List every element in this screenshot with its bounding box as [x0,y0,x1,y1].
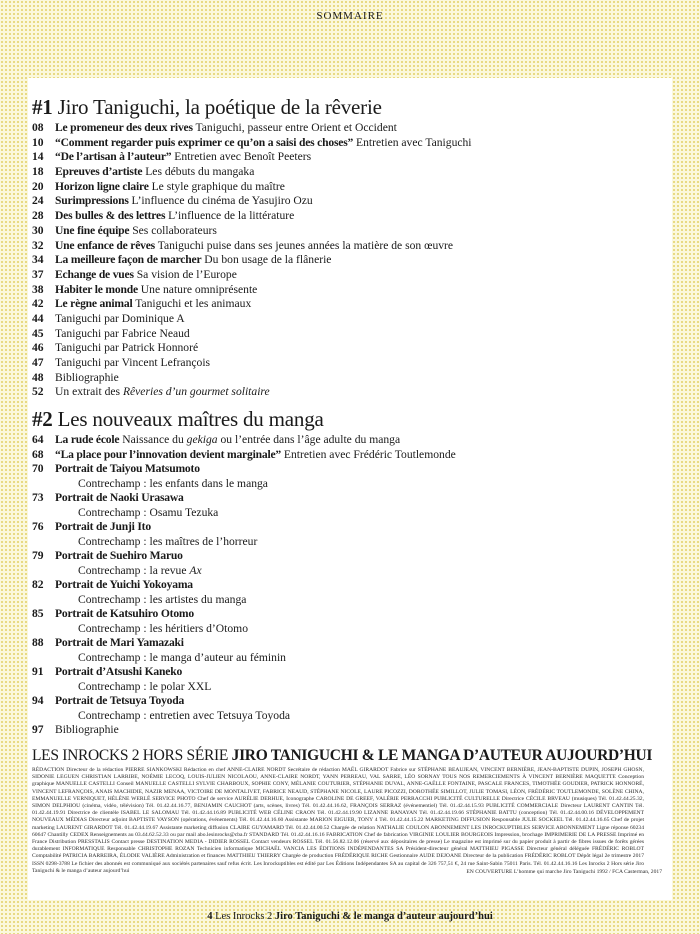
toc-page-number: 32 [32,238,44,252]
toc-entry [32,209,632,224]
toc-entry-text [55,297,632,312]
toc-entry [32,448,632,463]
toc-entry [32,268,632,283]
toc-entry-text [55,448,632,463]
toc-page-number: 64 [32,433,44,446]
toc-entry [32,371,632,386]
toc-entry-desc: Ses collaborateurs [129,223,217,237]
toc-entry-text [55,327,632,342]
toc-entry-text [55,239,632,254]
toc-entry-bold: Portrait de Yuichi Yokoyama [55,578,193,591]
toc-entry-desc: Les débuts du mangaka [142,165,255,179]
toc-entry-desc: Contrechamp : le polar XXL [78,679,212,693]
toc-page-number: 68 [32,447,44,461]
toc-entry-desc: Contrechamp : les artistes du manga [78,592,247,606]
toc-page-number: 48 [32,370,44,384]
toc-entry-desc: Taniguchi par Dominique A [55,311,185,325]
toc-entry-desc: Contrechamp : Osamu Tezuka [78,505,219,519]
toc-page-number: 37 [32,267,44,281]
toc-entry-bold: Des bulles & des lettres [55,209,166,223]
toc-entry-bold: Portrait de Tetsuya Toyoda [55,694,185,707]
toc-entry-text [55,121,632,136]
toc-entry-bold: Echange de vues [55,267,134,281]
toc-entry [32,462,632,477]
toc-entry-desc: Une nature omniprésente [137,282,258,296]
footer-page-number: 4 [207,911,213,922]
toc-entry [32,651,632,666]
toc-entry-desc: Bibliographie [55,370,119,384]
toc-entry-bold: Le règne animal [55,297,133,311]
toc-entry [32,680,632,695]
toc-entry-text [55,150,632,165]
toc-page-number: 08 [32,121,44,134]
toc-entry [32,607,632,622]
toc-entry-desc: Contrechamp : les enfants dans le manga [78,476,268,490]
toc-entry-text [55,312,632,327]
toc-page-number: 46 [32,341,44,355]
toc-entry-bold: Horizon ligne claire [55,179,149,193]
toc-entry-text [55,209,632,224]
toc-entry-text [55,535,632,550]
toc-entry-desc: Entretien avec Frédéric Toutlemonde [281,447,456,461]
toc-page-number: 30 [32,223,44,237]
toc-entry-desc: Taniguchi et les animaux [132,297,252,311]
toc-page-number: 88 [32,636,44,649]
toc-entry-bold: Surimpressions [55,194,129,208]
toc-entry-bold: Epreuves d’artiste [55,165,143,179]
toc-page-number [32,535,55,550]
toc-entry-desc: Un extrait des [55,385,123,399]
toc-entry [32,327,632,342]
toc-entry [32,564,632,579]
toc-entry [32,239,632,254]
toc-entry [32,150,632,165]
toc-entry [32,136,632,151]
toc-entry-text [55,194,632,209]
toc-entry-text [55,224,632,239]
toc-entry-text [55,622,632,637]
toc-entry-desc: Sa vision de l’Europe [133,267,237,281]
toc-entry-bold: Portrait de Katsuhiro Otomo [55,607,194,620]
toc-entry-italic: Ax [189,563,202,577]
toc-page-number [32,506,55,521]
toc-entry-text [55,694,632,709]
toc-entry-text [55,165,632,180]
toc-page-number: 91 [32,665,44,678]
toc-page-number: 73 [32,491,44,504]
toc-entry-desc: Contrechamp : la revue [78,563,190,577]
toc-entry [32,194,632,209]
toc-entry [32,636,632,651]
toc-page-number [32,564,55,579]
toc-page-number [32,593,55,608]
toc-entry-bold: “La place pour l’innovation devient marginale” [55,447,282,461]
section-2-number: #2 [32,407,53,431]
toc-entry-italic: gekiga [186,433,218,446]
toc-entry-bold: Portrait de Naoki Urasawa [55,491,184,504]
toc-entry-desc: Contrechamp : les maîtres de l’horreur [78,534,258,548]
toc-entry-desc: Taniguchi par Fabrice Neaud [55,326,190,340]
toc-entry-italic: Rêveries d’un gourmet solitaire [122,385,270,399]
toc-entry-bold: Portrait de Mari Yamazaki [55,636,184,649]
toc-entry-bold: Portrait d’Atsushi Kaneko [55,665,183,678]
toc-entry-text [55,268,632,283]
toc-entry [32,356,632,371]
toc-page-number: 82 [32,578,44,591]
toc-entry [32,694,632,709]
toc-entry-bold: La rude école [55,433,120,446]
toc-page-number: 10 [32,135,44,149]
toc-entry-text [55,283,632,298]
toc-entry [32,341,632,356]
toc-entry-bold: “Comment regarder puis exprimer ce qu’on a saisi des choses” [55,135,354,149]
page-header-label: SOMMAIRE [316,10,384,22]
credits-title [32,747,652,765]
toc-page-number: 18 [32,165,44,179]
toc-page-number: 44 [32,311,44,325]
toc-entry [32,578,632,593]
toc-entry-text [55,549,632,564]
toc-entry-desc: Contrechamp : les héritiers d’Otomo [78,621,249,635]
toc-entry-text [55,680,632,695]
toc-entry-bold: Habiter le monde [55,282,138,296]
toc-page-number: 97 [32,723,44,736]
credits-title-bold: JIRO TANIGUCHI & LE MANGA D’AUTEUR AUJOURD’HUI [231,747,653,764]
toc-entry-text [55,462,632,477]
toc-entry [32,723,632,738]
toc-page-number: 42 [32,297,44,311]
toc-entry-text [55,651,632,666]
toc-entry-desc: Naissance du [119,433,187,446]
toc-entry-text [55,593,632,608]
toc-entry [32,506,632,521]
toc-entry-text [55,477,632,492]
toc-entry-desc: Entretien avec Benoît Peeters [171,150,312,164]
toc-page-number: 85 [32,607,44,620]
toc-page-number: 76 [32,520,44,533]
toc-entry-text [55,578,632,593]
toc-entry-text [55,723,632,738]
toc-entry [32,665,632,680]
toc-entry [32,283,632,298]
toc-entry-desc-after: ou l’entrée dans l’âge adulte du manga [217,433,401,446]
toc-entry-text [55,253,632,268]
toc-page-number [32,477,55,492]
toc-entry [32,433,632,448]
toc-page-number: 70 [32,462,44,475]
toc-page-number: 38 [32,282,44,296]
cover-credit: EN COUVERTURE L’homme qui marche Jiro Taniguchi 1992 / FCA Casterman, 2017 [466,869,662,875]
toc-entry [32,165,632,180]
toc-entry-text [55,341,632,356]
toc-entry-desc: Bibliographie [55,723,119,736]
toc-entry [32,709,632,724]
toc-entry [32,224,632,239]
toc-page-number: 14 [32,150,44,164]
toc-entry-text [55,607,632,622]
toc-entry-text [55,506,632,521]
toc-entry-text [55,385,632,400]
footer-publication: Les Inrocks 2 [212,911,275,922]
toc-page-number: 94 [32,694,44,707]
toc-entry [32,385,632,400]
toc-entry [32,549,632,564]
toc-entry-text [55,564,632,579]
section-2-title [32,407,324,432]
toc-entry-desc: Taniguchi par Vincent Lefrançois [55,356,211,369]
toc-entry-desc: L’influence du cinéma de Yasujiro Ozu [128,194,313,208]
toc-entry-bold: Une fine équipe [55,223,130,237]
toc-entry-desc: Entretien avec Taniguchi [353,135,472,149]
footer-title: Jiro Taniguchi & le manga d’auteur aujourd’hui [274,911,493,922]
toc-entry-bold: La meilleure façon de marcher [55,253,202,267]
credits-title-plain: LES INROCKS 2 HORS SÉRIE [32,747,232,764]
toc-entry [32,180,632,195]
toc-entry-text [55,180,632,195]
credits-body: RÉDACTION Directeur de la rédaction PIERRE SIANKOWSKI Rédaction en chef ANNE-CLAIRE NORDT Secrétaire de rédaction MAËL GIRARDOT Fabrice sur STÉPHANE BEAUJEAN, VINCENT BERNIÈRE, JEAN-BAPTISTE DUPIN, JOSEPH GHOSN, SIDONIE LEGUEN CHRISTIAN LARRIBE, NOÉMIE LECOQ, LOUIS-JULIEN NICOLAOU, ANNE-CLAIRE NORDT, YANN PERREAU, VAL SARRE, LÉO SORNAY TOUS NOS REMERCIEMENTS À VINCENT BERNIÈRE MAQUETTE Conception graphique MANUELLE CASTELLI Conseil MANUELLE CASTELLI SYLVIE CHARBOUX, SOPHIE CONY, MÉLANIE COUTURIER, STÉPHANIE DUVAL, ANNE-GAËLLE FONTAINE, PASCALE FRANCES, TIMOTHÉE GOUDIER, PATRICK HONNORÉ, VINCENT LEFRANÇOIS, ANAIS MACHIDIE, NAZIR MENAA, VICTOIRE DE MONTALIVET, FABRICE NEAUD, STÉPHANE NICOLE, LAURE PICOZZI, DOROTHÉE SIMILLOT, JULIE TOMASI, LÉON, FRÉDÉRIC TOUTLEMONDE, SOLÈNE CHINA, EMMANUELLE VERNIQUET, HÉLÈNE WERLÉ SERVICE PHOTO Chef de service AURÉLIE DERHUE, Iconographe CAROLINE DE GREEF, VALÉRIE PERRACCHI PUBLICITÉ CULTURELLE Directrice CÉCILE BRVEAU (musiques) Tél. 01.42.44.25.32, SIMON DELPHIOU (cinéma, vidéo, télévision) Tél. 01.42.44.16.77, BENJAMIN CAUCHOT (arts, scènes, livres) Tél. 01.42.44.16.62, FRANÇOIS SERRAZ (événementiel) Tél. 01.42.44.15.93 PUBLICITÉ COMMERCIALE Directeur LAURENT CANTIN Tél. 01.42.44.19.91 Directrice de clientèle ISABEL LE SALOMAU Tél. 01.42.44.16.89 PUBLICITÉ WEB CÉLINE CRAON Tél. 01.42.44.19.90 LIZANNE BANAYAN Tél. 01.42.44.19.66 STÉPHANIE BATTU (conception) Tél. 01.42.44.00.16 DÉVELOPPEMENT NOUVEAUX MÉDIAS Directeur adjoint BAPTISTE VAYSON (opérations, événements) Tél. 01.42.44.16.60 Assistante MARION EIGUER, TONY 4 Tél. 01.42.44.15.22 MARKETING DIFFUSION Responsable JULIE SOCKEEL Tél. 01.42.44.16.65 Chef de projet marketing LAURENT GIRARDOT Tél. 01.42.44.19.67 Assistante marketing diffusion CLAIRE GUYAMARD Tél. 01.42.44.00.52 Chargée de relation NATHALIE COULON ABONNEMENT LES INROCKUPTIBLES SERVICE ABONNEMENT Ligne réponse 60234 60647 Chantilly CEDEX Renseignements au 03.44.62.52.33 ou par mail abo.lesinrocks@cba.fr STANDARD Tél. 01.42.44.16.16 FABRICATION Chef de fabrication VIRGINIE LOULIER BOURGEOIS Impression, brochage IMPRIMERIE DE LA PRESSE Imprimé en France Distribution PRESSTALIS Contact presse DESTINATION MEDIA - DIDIER ROSSEL Contact vendeurs ROSSEL Tél. 01.56.82.12.06 (réservé aux dépositaires de presse) Le magazine est imprimé sur du papier produit à partir de fibres issues de forêts gérées durablement INFORMATIQUE Responsable CHRISTOPHE ROZAN Technicien informatique MICHAËL VANCIA LES ÉDITIONS INDÉPENDANTES SA Président-directeur général MATTHIEU PIGASSE Directeur général déléguée FRÉDÉRIC ROBLOT Comptabilité PATRICIA BARREIRA, ÉLODIE VALIÈRE Administration et finances MATTHIEU THIERRY Chargée de production FRÉDÉRIQUE RICHE Gestionnaire AUDE DEJOANE Directeur de la publication FRÉDÉRIC ROBLOT Dépôt légal 2e trimestre 2017 ISSN 0298-3788 Le fichier des abonnés est communiqué aux sociétés partenaires sauf refus écrit. Les Inrockuptibles est édité par Les Éditions Indépendantes SA au capital de 326 757,51 €, 24 rue Saint-Sabin 75011 Paris. Tél. 01.42.44.16.16 Les Inrocks 2 Hors série Jiro Taniguchi & le manga d’auteur aujourd’hui [32,767,644,874]
toc-entry-desc: L’influence de la littérature [165,209,295,223]
toc-page-number: 79 [32,549,44,562]
toc-entry-text [55,136,632,151]
toc-page-number: 20 [32,179,44,193]
section-1-heading: Jiro Taniguchi, la poétique de la rêverie [52,95,382,119]
toc-page-number: 45 [32,326,44,340]
toc-entry [32,121,632,136]
toc-page-number: 47 [32,356,44,369]
toc-entry-text [55,665,632,680]
toc-page-number: 34 [32,253,44,267]
toc-entry [32,312,632,327]
toc-entry-bold: Une enfance de rêves [55,238,155,252]
toc-entry-desc: Taniguchi par Patrick Honnoré [55,341,199,355]
toc-entry-bold: Portrait de Junji Ito [55,520,151,533]
toc-entry-text [55,636,632,651]
toc-entry-text [55,371,632,386]
toc-entry [32,253,632,268]
toc-page-number: 28 [32,209,44,223]
toc-entry [32,297,632,312]
toc-entry-desc: Contrechamp : entretien avec Tetsuya Toyoda [78,708,291,722]
toc-page-number: 24 [32,194,44,208]
toc-page-number: 52 [32,385,44,399]
toc-entry-desc: Taniguchi puise dans ses jeunes années la matière de son œuvre [155,238,454,252]
toc-page-number [32,651,55,666]
toc-entry [32,535,632,550]
section-1-number: #1 [32,95,53,119]
toc-entry [32,520,632,535]
page-footer [0,911,700,922]
section-1-title [32,95,382,120]
toc-entry-bold: Portrait de Suehiro Maruo [55,549,183,562]
toc-entry-desc: Taniguchi, passeur entre Orient et Occident [192,121,397,134]
toc-entry-text [55,491,632,506]
toc-page-number [32,622,55,637]
toc-entry-desc: Contrechamp : le manga d’auteur au féminin [78,650,286,664]
toc-entry-text [55,709,632,724]
toc-entry-desc: Du bon usage de la flânerie [201,253,332,267]
toc-entry-bold: “De l’artisan à l’auteur” [55,150,172,164]
toc-entry [32,491,632,506]
toc-entry [32,477,632,492]
toc-entry-text [55,433,632,448]
toc-entry-bold: Le promeneur des deux rives [55,121,193,134]
section-1-toc [32,121,632,400]
toc-page-number [32,709,55,724]
toc-entry [32,622,632,637]
toc-entry-bold: Portrait de Taiyou Matsumoto [55,462,200,475]
toc-entry [32,593,632,608]
toc-entry-text [55,520,632,535]
toc-page-number [32,680,55,695]
section-2-heading: Les nouveaux maîtres du manga [52,407,324,431]
section-2-toc [32,433,632,738]
toc-entry-text [55,356,632,371]
toc-entry-desc: Le style graphique du maître [148,179,285,193]
